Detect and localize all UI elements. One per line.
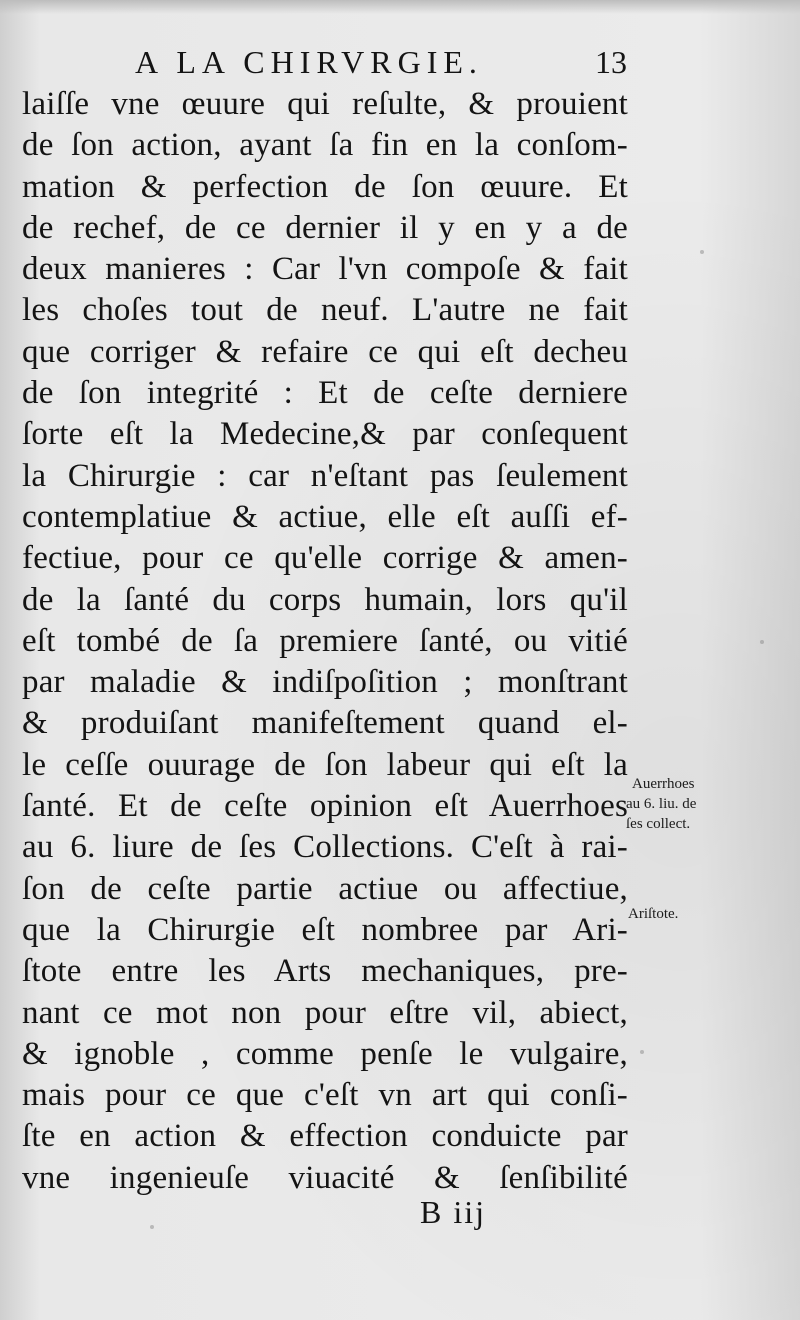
text-line: ſon de ceſte partie actiue ou affectiue,	[22, 870, 628, 907]
margin-note-line: ſes collect.	[626, 816, 691, 832]
text-line: contemplatiue & actiue, elle eſt auſſi ef-	[22, 498, 628, 535]
text-line: les choſes tout de neuf. L'autre ne fait	[22, 292, 628, 329]
text-line: vne ingenieuſe viuacité & ſenſibilité	[22, 1159, 628, 1196]
text-line: ſorte eſt la Medecine,& par conſequent	[22, 416, 628, 453]
margin-note-auerrhoes	[626, 774, 746, 834]
text-line: mais pour ce que c'eſt vn art qui conſi-	[22, 1077, 628, 1114]
margin-note-line: au 6. liu. de	[626, 796, 697, 812]
text-line: & ignoble , comme penſe le vulgaire,	[22, 1035, 628, 1072]
paper-speck	[760, 640, 764, 644]
text-line: fectiue, pour ce qu'elle corrige & amen-	[22, 540, 628, 577]
margin-note-line: Auerrhoes	[632, 776, 695, 792]
margin-note-aristote: Ariſtote.	[628, 906, 679, 922]
text-line: mation & perfection de ſon œuure. Et	[22, 168, 628, 205]
text-line: eſt tombé de ſa premiere ſanté, ou vitié	[22, 622, 628, 659]
text-line: ſtote entre les Arts mechaniques, pre-	[22, 953, 628, 990]
text-line: de ſon action, ayant ſa fin en la conſom-	[22, 127, 628, 164]
text-line: de la ſanté du corps humain, lors qu'il	[22, 581, 628, 618]
body-text	[22, 84, 628, 1199]
text-line: le ceſſe ouurage de ſon labeur qui eſt la	[22, 746, 628, 783]
paper-speck	[150, 1225, 154, 1229]
paper-speck	[700, 250, 704, 254]
text-line: & produiſant manifeſtement quand el-	[22, 705, 628, 742]
text-line: que corriger & refaire ce qui eſt decheu	[22, 333, 628, 370]
text-line: la Chirurgie : car n'eſtant pas ſeulement	[22, 457, 628, 494]
text-line: deux manieres : Car l'vn compoſe & fait	[22, 251, 628, 288]
text-line: ſanté. Et de ceſte opinion eſt Auerrhoes	[22, 788, 628, 825]
page-edge-shadow	[0, 0, 800, 14]
text-line: laiſſe vne œuure qui reſulte, & prouient	[22, 86, 628, 122]
text-line: de ſon integrité : Et de ceſte derniere	[22, 375, 628, 412]
signature-mark: B iij	[420, 1194, 487, 1230]
text-line: par maladie & indiſpoſition ; monſtrant	[22, 664, 628, 701]
page-number: 13	[595, 44, 627, 80]
paper-speck	[640, 1050, 644, 1054]
running-head: A LA CHIRVRGIE.	[135, 44, 483, 80]
text-line: que la Chirurgie eſt nombree par Ari-	[22, 911, 628, 948]
text-line: de rechef, de ce dernier il y en y a de	[22, 209, 628, 246]
text-line: nant ce mot non pour eſtre vil, abiect,	[22, 994, 628, 1031]
text-line: au 6. liure de ſes Collections. C'eſt à rai-	[22, 829, 628, 866]
text-line: ſte en action & effection conduicte par	[22, 1118, 628, 1155]
